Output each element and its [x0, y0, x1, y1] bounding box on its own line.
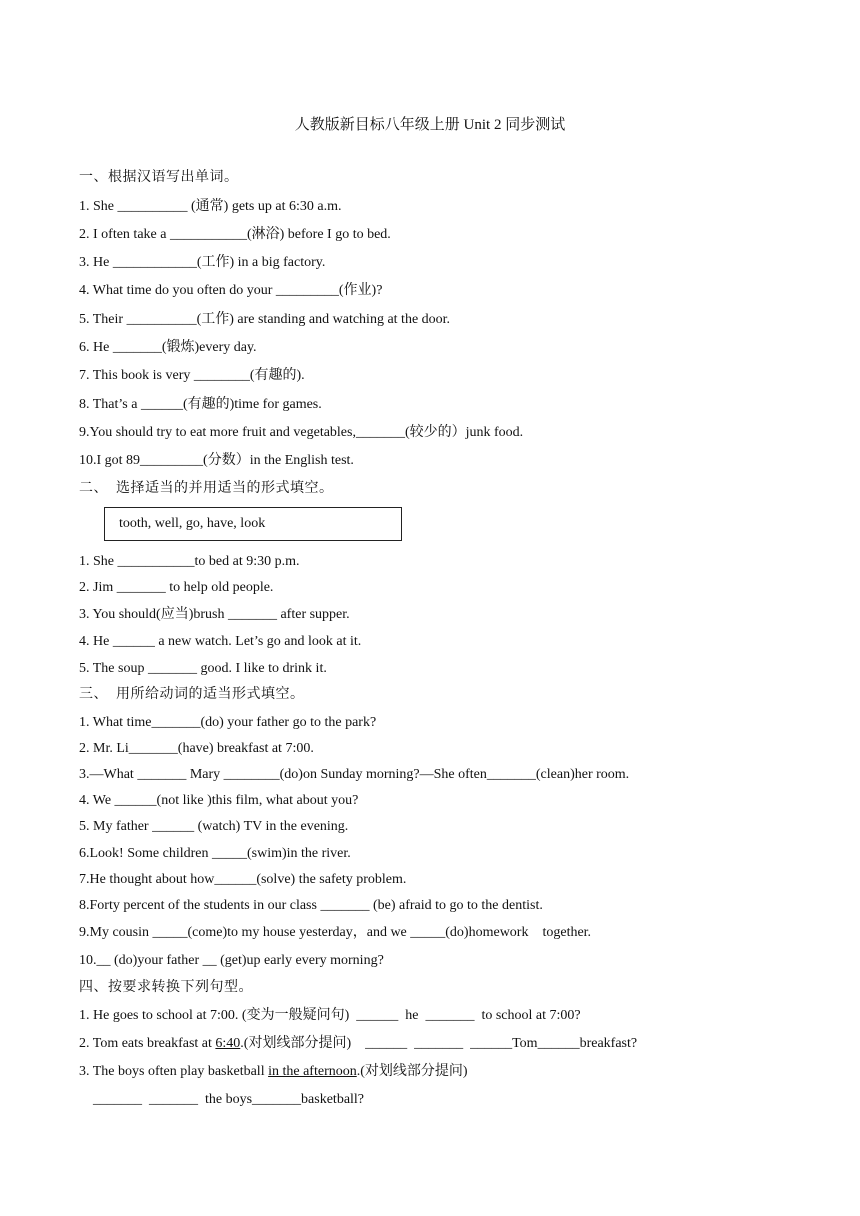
underlined-part: in the afternoon: [268, 1064, 357, 1079]
question-item: 6.Look! Some children _____(swim)in the river.: [79, 846, 351, 861]
question-item: 3. He ____________(工作) in a big factory.: [79, 255, 326, 270]
question-item: [79, 1063, 468, 1081]
section-3-heading: 三、 用所给动词的适当形式填空。: [79, 687, 305, 702]
question-item: 2. I often take a ___________(淋浴) before I go to bed.: [79, 227, 391, 242]
question-item: 8.Forty percent of the students in our class _______ (be) afraid to go to the dentist.: [79, 898, 543, 913]
question-item: 10.I got 89_________(分数）in the English test.: [79, 453, 354, 468]
section-1-heading: 一、根据汉语写出单词。: [79, 170, 239, 185]
question-text: .(对划线部分提问): [356, 1064, 468, 1079]
question-item: 4. What time do you often do your _________(作业)?: [79, 283, 383, 298]
word-box-text: tooth, well, go, have, look: [119, 516, 266, 531]
section-2-heading: 二、 选择适当的并用适当的形式填空。: [79, 481, 334, 496]
question-item: 9.You should try to eat more fruit and vegetables,_______(较少的）junk food.: [79, 425, 524, 440]
question-item: 6. He _______(锻炼)every day.: [79, 340, 257, 355]
question-text: .(对划线部分提问) ______ _______ ______Tom______breakfast?: [240, 1036, 638, 1051]
question-item: 1. He goes to school at 7:00. (变为一般疑问句) ______ he _______ to school at 7:00?: [79, 1008, 581, 1023]
question-item: 5. My father ______ (watch) TV in the evening.: [79, 819, 349, 834]
underlined-part: 6:40: [215, 1036, 241, 1051]
question-item: 4. We ______(not like )this film, what about you?: [79, 793, 359, 808]
question-item: 2. Jim _______ to help old people.: [79, 580, 274, 595]
question-text: 3. The boys often play basketball: [79, 1064, 269, 1079]
question-item: 7. This book is very ________(有趣的).: [79, 368, 305, 383]
question-item: [79, 1035, 637, 1053]
question-text: 2. Tom eats breakfast at: [79, 1036, 216, 1051]
question-item: 7.He thought about how______(solve) the safety problem.: [79, 872, 407, 887]
page-title: 人教版新目标八年级上册 Unit 2 同步测试: [294, 117, 566, 133]
question-item: 5. The soup _______ good. I like to drink it.: [79, 661, 327, 676]
question-item: 10.__ (do)your father __ (get)up early every morning?: [79, 953, 384, 968]
question-item: 3. You should(应当)brush _______ after supper.: [79, 607, 350, 622]
question-item: 4. He ______ a new watch. Let’s go and look at it.: [79, 634, 362, 649]
word-box: [104, 507, 402, 541]
question-item: 9.My cousin _____(come)to my house yesterday，and we _____(do)homework together.: [79, 925, 592, 940]
answer-line: _______ _______ the boys_______basketball?: [93, 1092, 365, 1107]
question-item: 3.—What _______ Mary ________(do)on Sunday morning?—She often_______(clean)her room.: [79, 767, 630, 782]
question-item: 1. What time_______(do) your father go to the park?: [79, 715, 377, 730]
question-item: 8. That’s a ______(有趣的)time for games.: [79, 397, 322, 412]
section-4-heading: 四、按要求转换下列句型。: [79, 980, 253, 995]
question-item: 1. She ___________to bed at 9:30 p.m.: [79, 554, 300, 569]
question-item: 1. She __________ (通常) gets up at 6:30 a.m.: [79, 199, 342, 214]
question-item: 2. Mr. Li_______(have) breakfast at 7:00.: [79, 741, 314, 756]
question-item: 5. Their __________(工作) are standing and watching at the door.: [79, 312, 451, 327]
